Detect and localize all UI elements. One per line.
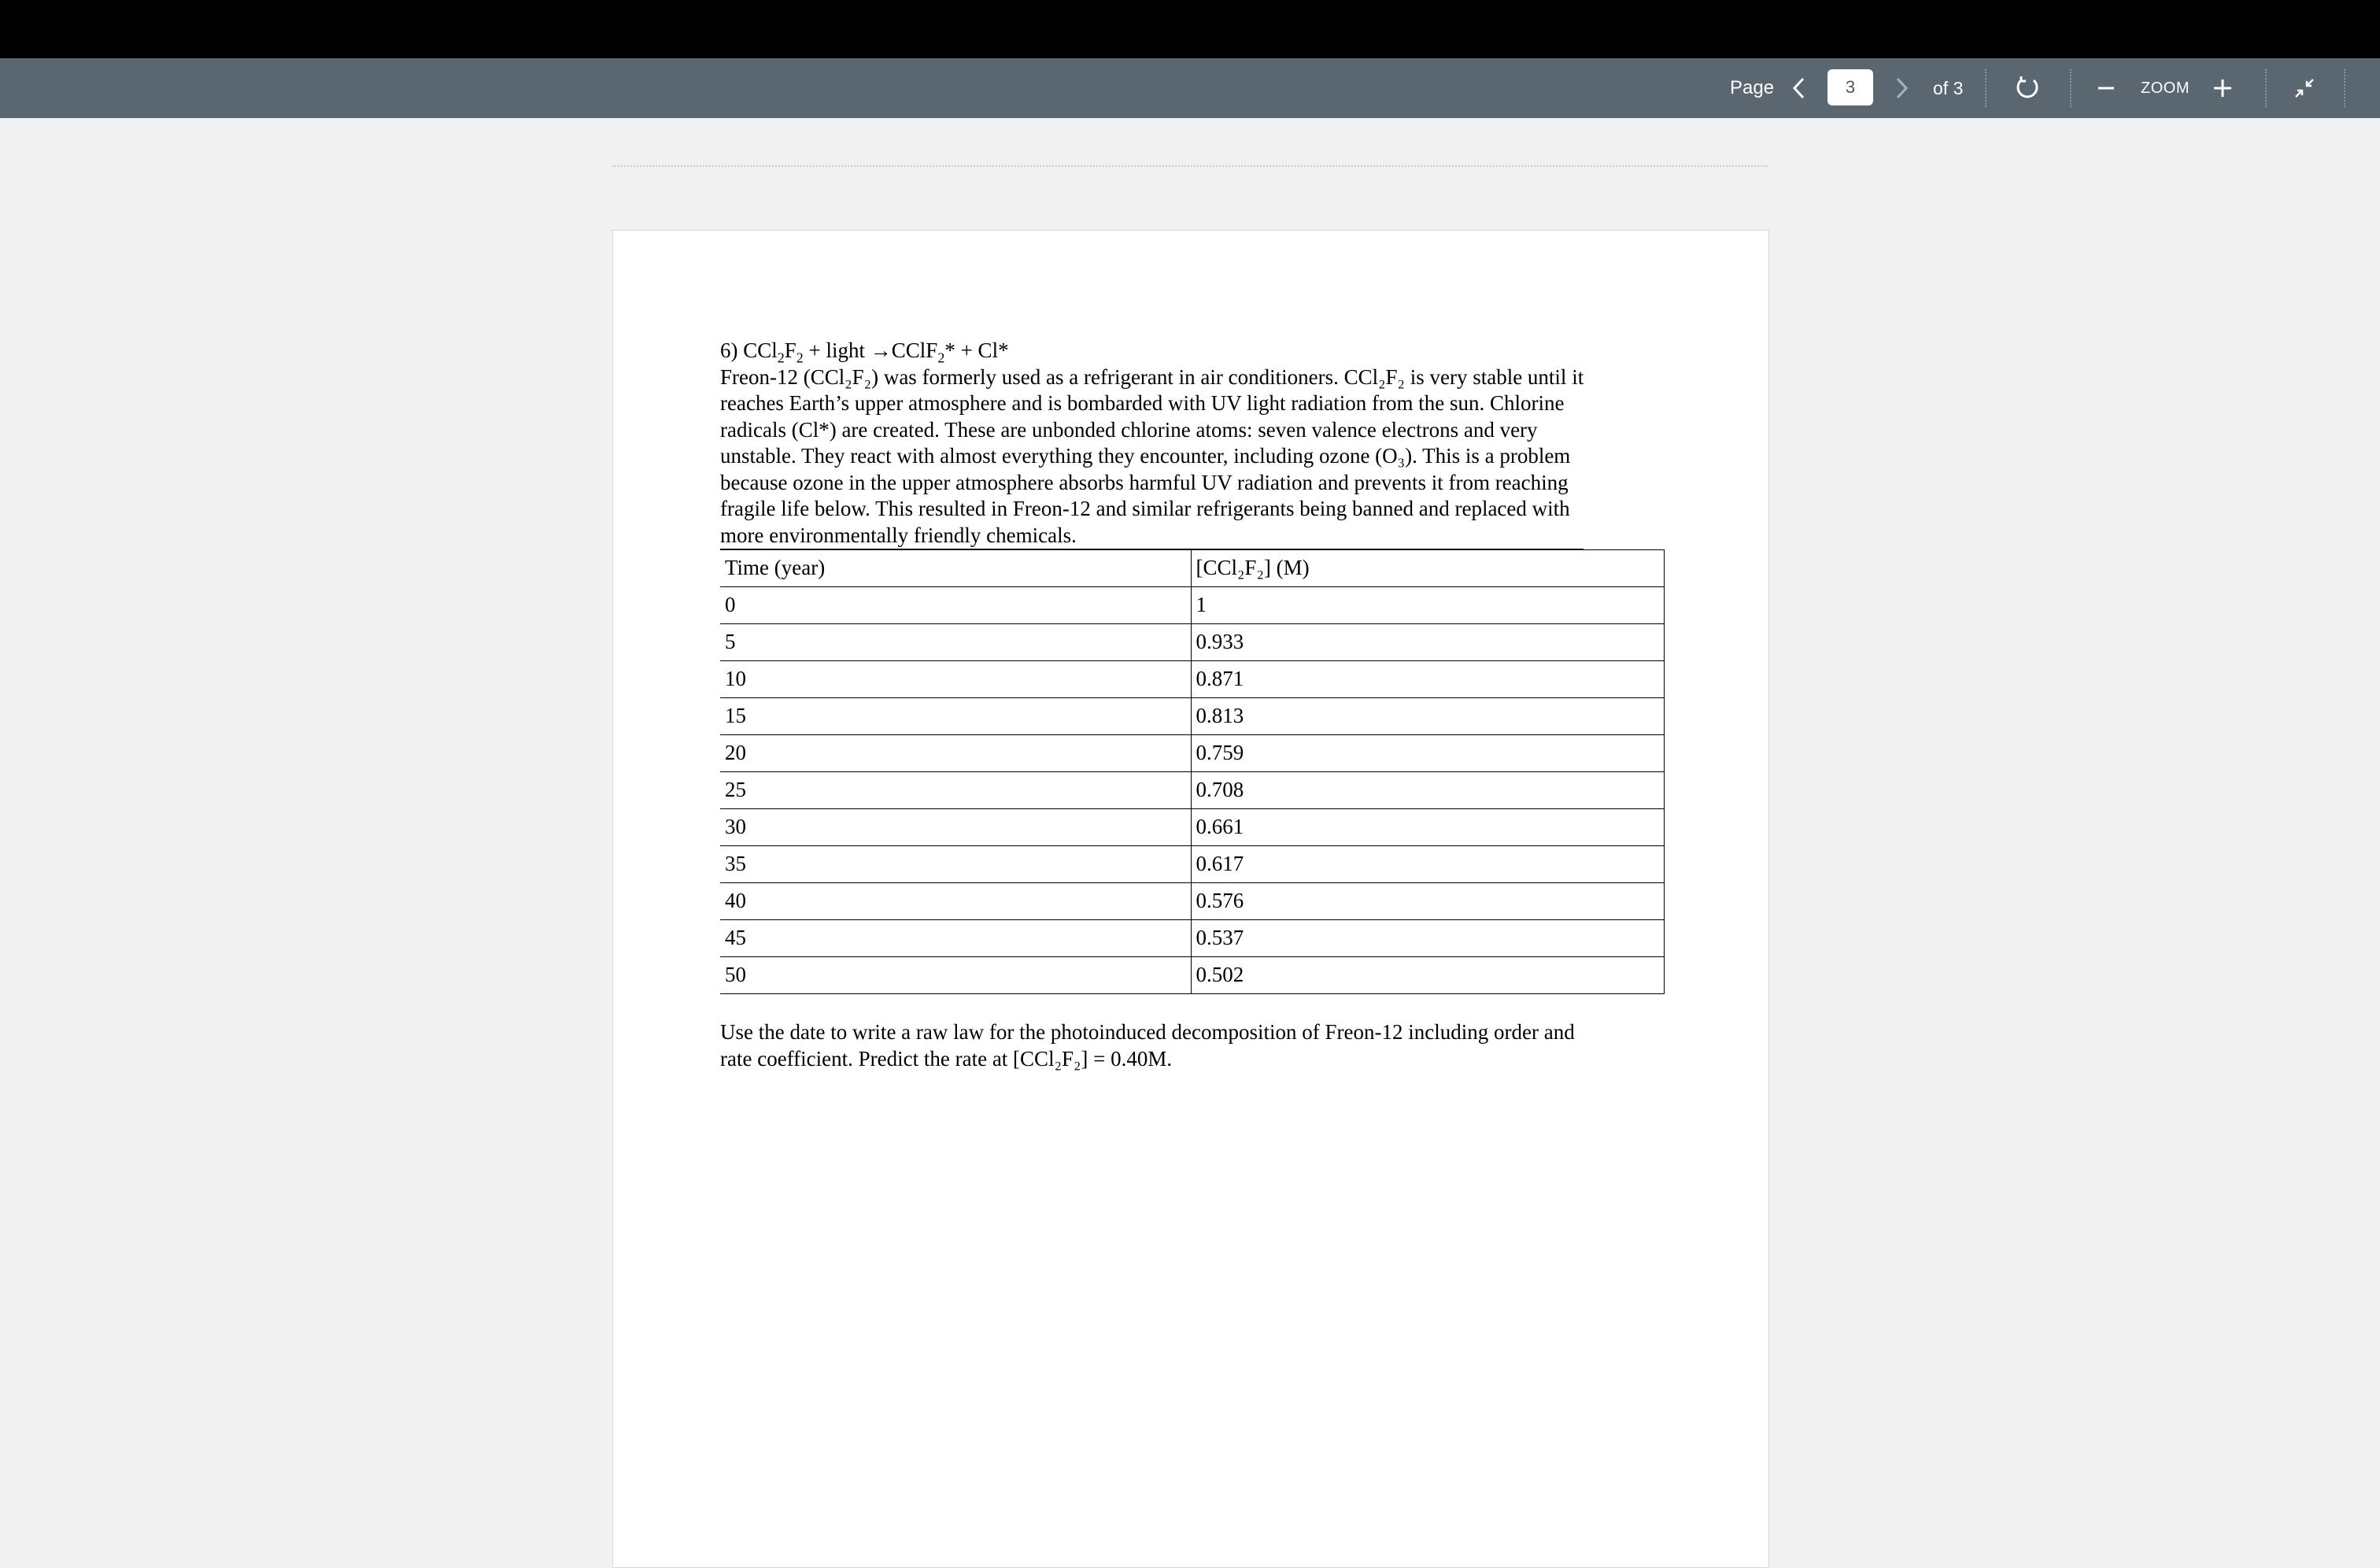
equation-part: 6) CCl <box>720 338 778 362</box>
problem-text <box>720 338 1584 549</box>
concentration-table <box>720 549 1665 994</box>
time-cell: 15 <box>720 698 1191 735</box>
time-cell: 10 <box>720 661 1191 698</box>
chevron-right-icon <box>1894 76 1909 100</box>
time-cell: 30 <box>720 809 1191 846</box>
time-cell: 50 <box>720 957 1191 994</box>
paragraph-line: unstable. They react with almost everything they encounter, including ozone (O₃). This is a problem <box>720 444 1571 468</box>
paragraph-line: reaches Earth’s upper atmosphere and is bombarded with UV light radiation from the sun. Chlorine <box>720 391 1565 415</box>
equation-part: F <box>784 338 796 362</box>
pdf-toolbar <box>0 58 2380 118</box>
table-row <box>720 661 1665 698</box>
previous-page-bottom-edge <box>612 165 1768 167</box>
zoom-label: ZOOM <box>2141 79 2190 97</box>
paragraph-line: radicals (Cl*) are created. These are unbonded chlorine atoms: seven valence electrons and very <box>720 417 1538 442</box>
time-cell: 5 <box>720 624 1191 661</box>
equation-subscript: 2 <box>796 349 804 366</box>
toolbar-divider <box>2265 69 2267 107</box>
top-bar <box>0 0 2380 58</box>
concentration-cell: 0.871 <box>1191 661 1665 698</box>
chevron-left-icon <box>1791 76 1807 100</box>
equation-subscript: 2 <box>937 349 945 366</box>
equation-subscript: 2 <box>777 349 785 366</box>
table-row <box>720 883 1665 920</box>
concentration-cell: 0.661 <box>1191 809 1665 846</box>
time-cell: 35 <box>720 846 1191 883</box>
zoom-in-button[interactable] <box>2208 58 2237 118</box>
zoom-out-button[interactable] <box>2092 58 2120 118</box>
page-content <box>720 338 1665 1072</box>
concentration-cell: 0.933 <box>1191 624 1665 661</box>
equation-part: * + Cl* <box>944 338 1009 362</box>
question-line: rate coefficient. Predict the rate at [CCl₂F₂] = 0.40M. <box>720 1046 1173 1071</box>
exit-fullscreen-button[interactable] <box>2287 58 2322 118</box>
plus-icon <box>2212 78 2233 98</box>
time-cell: 25 <box>720 772 1191 809</box>
question-text <box>720 1019 1665 1072</box>
previous-page-button[interactable] <box>1785 58 1813 118</box>
concentration-cell: 1 <box>1191 587 1665 624</box>
paragraph-line: Freon-12 (CCl₂F₂) was formerly used as a refrigerant in air conditioners. CCl₂F₂ is very stable until it <box>720 364 1584 389</box>
table-row <box>720 587 1665 624</box>
question-line: Use the date to write a raw law for the photoinduced decomposition of Freon-12 including order and <box>720 1020 1575 1044</box>
time-cell: 20 <box>720 735 1191 772</box>
concentration-cell: 0.813 <box>1191 698 1665 735</box>
time-cell: 45 <box>720 920 1191 957</box>
minus-icon <box>2097 79 2116 98</box>
table-row <box>720 957 1665 994</box>
concentration-cell: 0.759 <box>1191 735 1665 772</box>
time-cell: 0 <box>720 587 1191 624</box>
concentration-cell: 0.708 <box>1191 772 1665 809</box>
toolbar-divider <box>2344 69 2345 107</box>
table-row <box>720 624 1665 661</box>
paragraph-line: because ozone in the upper atmosphere absorbs harmful UV radiation and prevents it from reaching <box>720 470 1569 494</box>
toolbar-divider <box>1985 69 1986 107</box>
table-row <box>720 735 1665 772</box>
header-time: Time (year) <box>720 550 1191 587</box>
table-row <box>720 698 1665 735</box>
collapse-icon <box>2293 76 2316 100</box>
equation-part: + light →CClF <box>803 338 938 362</box>
paragraph-line: more environmentally friendly chemicals. <box>720 523 1077 547</box>
toolbar-divider <box>2070 69 2071 107</box>
table-row <box>720 846 1665 883</box>
table-header-row <box>720 550 1665 587</box>
table-row <box>720 920 1665 957</box>
header-concentration: [CCl₂F₂] (M) <box>1191 550 1665 587</box>
paragraph-line: fragile life below. This resulted in Freon-12 and similar refrigerants being banned and replaced with <box>720 497 1570 520</box>
page-number-input[interactable] <box>1828 69 1873 105</box>
reaction-equation <box>720 338 1584 364</box>
concentration-cell: 0.502 <box>1191 957 1665 994</box>
table-row <box>720 809 1665 846</box>
document-page <box>612 230 1769 1568</box>
table-row <box>720 772 1665 809</box>
time-cell: 40 <box>720 883 1191 920</box>
next-page-button[interactable] <box>1887 58 1916 118</box>
concentration-cell: 0.537 <box>1191 920 1665 957</box>
page-count-label: of 3 <box>1933 77 1964 98</box>
page-label: Page <box>1730 77 1775 98</box>
rotate-icon <box>2014 75 2041 102</box>
rotate-button[interactable] <box>2010 58 2045 118</box>
concentration-cell: 0.617 <box>1191 846 1665 883</box>
concentration-cell: 0.576 <box>1191 883 1665 920</box>
